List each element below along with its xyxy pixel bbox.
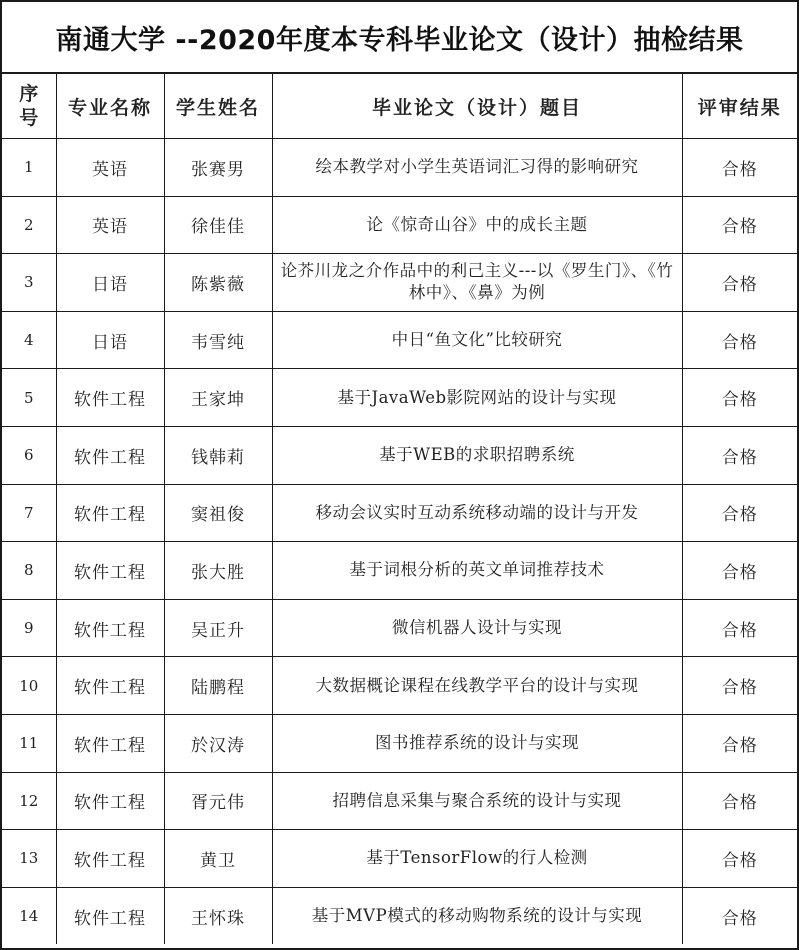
header-result: 评审结果 <box>682 74 797 139</box>
row-index: 4 <box>2 311 56 369</box>
row-result: 合格 <box>682 254 797 312</box>
row-major: 英语 <box>56 139 164 197</box>
row-student-name: 吴正升 <box>164 599 272 657</box>
row-index: 5 <box>2 369 56 427</box>
row-thesis-title: 基于JavaWeb影院网站的设计与实现 <box>272 369 682 427</box>
row-result: 合格 <box>682 657 797 715</box>
page-title: 南通大学 --2020年度本专科毕业论文（设计）抽检结果 <box>2 2 797 74</box>
row-thesis-title: 基于TensorFlow的行人检测 <box>272 830 682 888</box>
table-row <box>2 426 797 484</box>
header-topic: 毕业论文（设计）题目 <box>272 74 682 139</box>
row-thesis-title: 招聘信息采集与聚合系统的设计与实现 <box>272 772 682 830</box>
row-thesis-title: 中日“鱼文化”比较研究 <box>272 311 682 369</box>
row-student-name: 於汉涛 <box>164 714 272 772</box>
row-major: 软件工程 <box>56 772 164 830</box>
row-result: 合格 <box>682 599 797 657</box>
row-student-name: 韦雪纯 <box>164 311 272 369</box>
row-student-name: 钱韩莉 <box>164 426 272 484</box>
row-major: 软件工程 <box>56 657 164 715</box>
row-major: 日语 <box>56 254 164 312</box>
row-major: 软件工程 <box>56 830 164 888</box>
header-row <box>2 74 797 139</box>
row-student-name: 王家坤 <box>164 369 272 427</box>
table-row <box>2 772 797 830</box>
row-thesis-title: 大数据概论课程在线教学平台的设计与实现 <box>272 657 682 715</box>
row-result: 合格 <box>682 714 797 772</box>
row-result: 合格 <box>682 311 797 369</box>
row-index: 12 <box>2 772 56 830</box>
row-result: 合格 <box>682 139 797 197</box>
table-row <box>2 657 797 715</box>
row-index: 6 <box>2 426 56 484</box>
table-row <box>2 542 797 600</box>
row-index: 9 <box>2 599 56 657</box>
row-thesis-title: 移动会议实时互动系统移动端的设计与开发 <box>272 484 682 542</box>
row-result: 合格 <box>682 196 797 254</box>
header-index <box>2 74 56 139</box>
row-major: 英语 <box>56 196 164 254</box>
row-index: 8 <box>2 542 56 600</box>
row-student-name: 王怀珠 <box>164 887 272 944</box>
row-index: 14 <box>2 887 56 944</box>
table-row <box>2 369 797 427</box>
table-row <box>2 254 797 312</box>
row-major: 软件工程 <box>56 426 164 484</box>
row-result: 合格 <box>682 426 797 484</box>
row-result: 合格 <box>682 369 797 427</box>
header-major: 专业名称 <box>56 74 164 139</box>
row-thesis-title: 图书推荐系统的设计与实现 <box>272 714 682 772</box>
row-major: 软件工程 <box>56 484 164 542</box>
row-major: 软件工程 <box>56 369 164 427</box>
row-index: 11 <box>2 714 56 772</box>
table-row <box>2 484 797 542</box>
table-row <box>2 139 797 197</box>
row-major: 软件工程 <box>56 714 164 772</box>
results-table <box>2 74 797 944</box>
table-row <box>2 830 797 888</box>
row-thesis-title: 基于WEB的求职招聘系统 <box>272 426 682 484</box>
row-index: 2 <box>2 196 56 254</box>
table-row <box>2 887 797 944</box>
row-thesis-title: 基于词根分析的英文单词推荐技术 <box>272 542 682 600</box>
row-index: 1 <box>2 139 56 197</box>
row-index: 3 <box>2 254 56 312</box>
row-student-name: 窦祖俊 <box>164 484 272 542</box>
row-result: 合格 <box>682 887 797 944</box>
row-student-name: 张赛男 <box>164 139 272 197</box>
row-thesis-title: 微信机器人设计与实现 <box>272 599 682 657</box>
row-result: 合格 <box>682 542 797 600</box>
row-major: 软件工程 <box>56 887 164 944</box>
row-index: 7 <box>2 484 56 542</box>
table-row <box>2 599 797 657</box>
row-student-name: 胥元伟 <box>164 772 272 830</box>
row-student-name: 徐佳佳 <box>164 196 272 254</box>
row-student-name: 陈紫薇 <box>164 254 272 312</box>
header-index-line2: 号 <box>19 107 39 129</box>
row-major: 软件工程 <box>56 599 164 657</box>
row-major: 日语 <box>56 311 164 369</box>
table-row <box>2 714 797 772</box>
row-index: 10 <box>2 657 56 715</box>
row-thesis-title: 论《惊奇山谷》中的成长主题 <box>272 196 682 254</box>
row-major: 软件工程 <box>56 542 164 600</box>
row-index: 13 <box>2 830 56 888</box>
row-student-name: 张大胜 <box>164 542 272 600</box>
table-row <box>2 196 797 254</box>
row-result: 合格 <box>682 772 797 830</box>
header-student: 学生姓名 <box>164 74 272 139</box>
row-thesis-title: 论芥川龙之介作品中的利己主义---以《罗生门》、《竹林中》、《鼻》为例 <box>272 254 682 312</box>
row-result: 合格 <box>682 484 797 542</box>
row-thesis-title: 绘本教学对小学生英语词汇习得的影响研究 <box>272 139 682 197</box>
row-result: 合格 <box>682 830 797 888</box>
row-student-name: 黄卫 <box>164 830 272 888</box>
row-student-name: 陆鹏程 <box>164 657 272 715</box>
header-index-line1: 序 <box>19 83 39 105</box>
table-row <box>2 311 797 369</box>
row-thesis-title: 基于MVP模式的移动购物系统的设计与实现 <box>272 887 682 944</box>
